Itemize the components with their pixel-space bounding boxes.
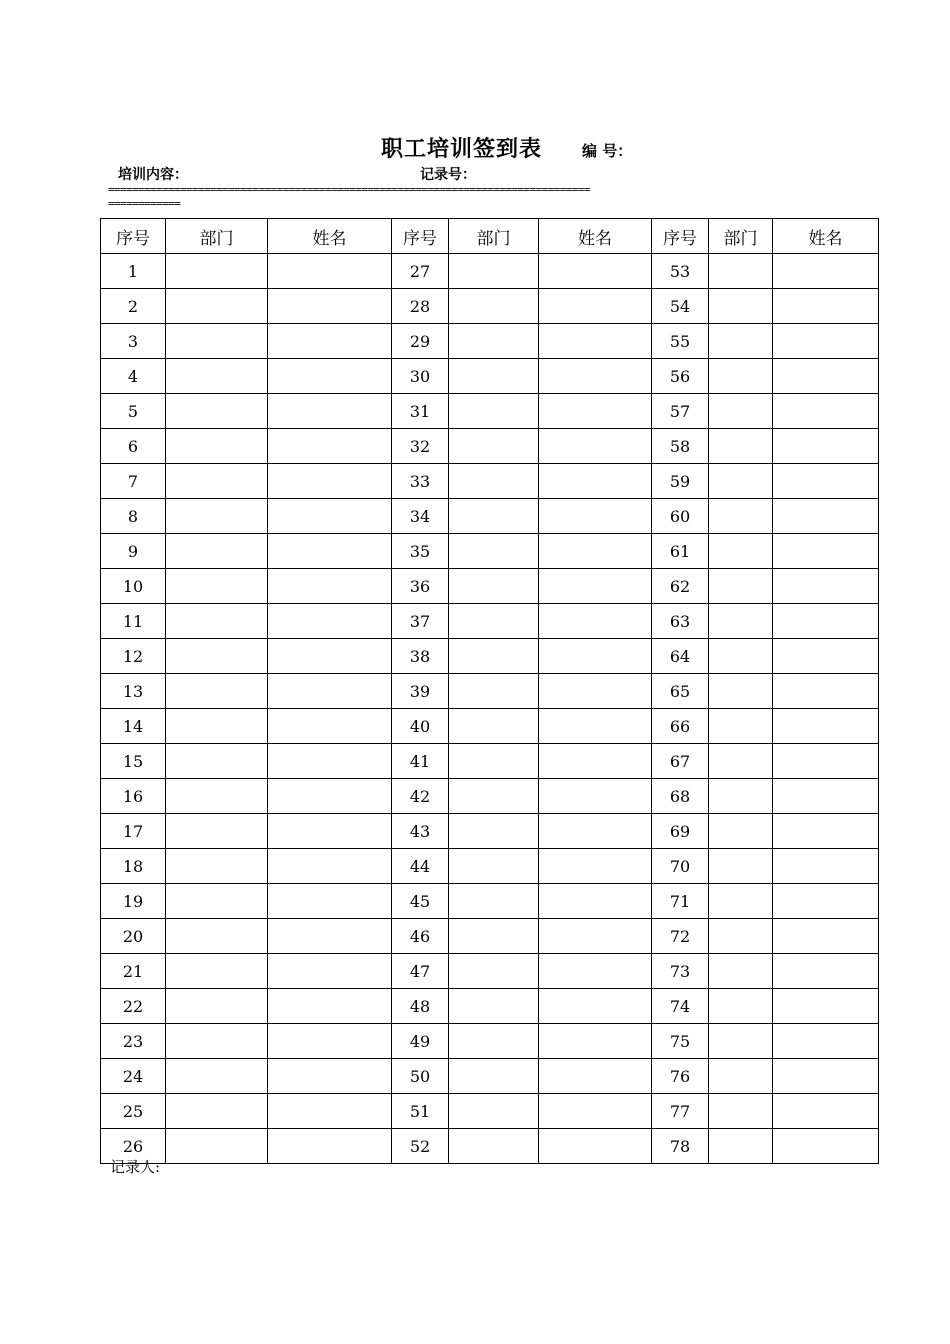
department-cell[interactable]	[166, 499, 268, 534]
department-cell[interactable]	[166, 919, 268, 954]
table-row	[101, 989, 879, 1024]
header-name: 姓名	[773, 219, 879, 254]
seq-cell: 23	[101, 1024, 166, 1059]
name-cell[interactable]	[268, 744, 392, 779]
seq-cell: 71	[652, 884, 709, 919]
department-cell[interactable]	[449, 744, 539, 779]
name-cell[interactable]	[539, 534, 652, 569]
name-cell[interactable]	[539, 1024, 652, 1059]
training-content-label: 培训内容：	[118, 167, 188, 183]
name-cell[interactable]	[268, 604, 392, 639]
name-cell[interactable]	[268, 709, 392, 744]
seq-cell: 2	[101, 289, 166, 324]
name-cell[interactable]	[268, 1059, 392, 1094]
seq-cell: 10	[101, 569, 166, 604]
name-cell[interactable]	[268, 359, 392, 394]
name-cell[interactable]	[773, 814, 879, 849]
table-row	[101, 429, 879, 464]
name-cell[interactable]	[539, 954, 652, 989]
name-cell[interactable]	[539, 254, 652, 289]
department-cell[interactable]	[166, 1094, 268, 1129]
seq-cell: 20	[101, 919, 166, 954]
department-cell[interactable]	[709, 1059, 773, 1094]
seq-cell: 47	[392, 954, 449, 989]
name-cell[interactable]	[773, 464, 879, 499]
name-cell[interactable]	[539, 849, 652, 884]
separator-line: ================================================================================	[108, 183, 590, 196]
name-cell[interactable]	[539, 394, 652, 429]
department-cell[interactable]	[709, 779, 773, 814]
department-cell[interactable]	[709, 1024, 773, 1059]
name-cell[interactable]	[539, 359, 652, 394]
seq-cell: 61	[652, 534, 709, 569]
name-cell[interactable]	[268, 1129, 392, 1164]
table-row	[101, 324, 879, 359]
department-cell[interactable]	[709, 744, 773, 779]
sign-in-table	[100, 218, 879, 1164]
seq-cell: 54	[652, 289, 709, 324]
seq-cell: 16	[101, 779, 166, 814]
department-cell[interactable]	[709, 989, 773, 1024]
name-cell[interactable]	[268, 814, 392, 849]
name-cell[interactable]	[268, 884, 392, 919]
name-cell[interactable]	[268, 674, 392, 709]
header-department: 部门	[166, 219, 268, 254]
table-row	[101, 744, 879, 779]
name-cell[interactable]	[773, 604, 879, 639]
department-cell[interactable]	[709, 674, 773, 709]
header-department: 部门	[709, 219, 773, 254]
name-cell[interactable]	[773, 709, 879, 744]
header-seq: 序号	[652, 219, 709, 254]
seq-cell: 19	[101, 884, 166, 919]
name-cell[interactable]	[539, 744, 652, 779]
name-cell[interactable]	[268, 289, 392, 324]
name-cell[interactable]	[539, 1059, 652, 1094]
department-cell[interactable]	[709, 394, 773, 429]
name-cell[interactable]	[268, 1024, 392, 1059]
name-cell[interactable]	[773, 674, 879, 709]
department-cell[interactable]	[449, 779, 539, 814]
department-cell[interactable]	[449, 254, 539, 289]
department-cell[interactable]	[166, 1129, 268, 1164]
table-row	[101, 254, 879, 289]
table-row	[101, 1059, 879, 1094]
seq-cell: 5	[101, 394, 166, 429]
name-cell[interactable]	[773, 289, 879, 324]
department-cell[interactable]	[166, 359, 268, 394]
name-cell[interactable]	[539, 989, 652, 1024]
name-cell[interactable]	[268, 989, 392, 1024]
table-row	[101, 394, 879, 429]
department-cell[interactable]	[709, 534, 773, 569]
record-no-label: 记录号：	[420, 167, 476, 183]
seq-cell: 58	[652, 429, 709, 464]
table-row	[101, 499, 879, 534]
seq-cell: 37	[392, 604, 449, 639]
name-cell[interactable]	[268, 849, 392, 884]
department-cell[interactable]	[709, 884, 773, 919]
name-cell[interactable]	[773, 1059, 879, 1094]
seq-cell: 15	[101, 744, 166, 779]
department-cell[interactable]	[709, 499, 773, 534]
seq-cell: 48	[392, 989, 449, 1024]
name-cell[interactable]	[268, 324, 392, 359]
seq-cell: 43	[392, 814, 449, 849]
department-cell[interactable]	[449, 604, 539, 639]
header-name: 姓名	[268, 219, 392, 254]
table-row	[101, 1024, 879, 1059]
department-cell[interactable]	[449, 639, 539, 674]
name-cell[interactable]	[268, 639, 392, 674]
name-cell[interactable]	[773, 534, 879, 569]
seq-cell: 41	[392, 744, 449, 779]
name-cell[interactable]	[773, 569, 879, 604]
seq-cell: 78	[652, 1129, 709, 1164]
seq-cell: 62	[652, 569, 709, 604]
name-cell[interactable]	[539, 499, 652, 534]
name-cell[interactable]	[539, 464, 652, 499]
department-cell[interactable]	[166, 1024, 268, 1059]
name-cell[interactable]	[773, 1129, 879, 1164]
seq-cell: 32	[392, 429, 449, 464]
department-cell[interactable]	[709, 954, 773, 989]
name-cell[interactable]	[773, 429, 879, 464]
seq-cell: 8	[101, 499, 166, 534]
table-row	[101, 674, 879, 709]
seq-cell: 50	[392, 1059, 449, 1094]
name-cell[interactable]	[268, 394, 392, 429]
name-cell[interactable]	[773, 989, 879, 1024]
name-cell[interactable]	[268, 954, 392, 989]
seq-cell: 3	[101, 324, 166, 359]
table-header-row	[101, 219, 879, 254]
name-cell[interactable]	[773, 919, 879, 954]
department-cell[interactable]	[449, 569, 539, 604]
name-cell[interactable]	[539, 814, 652, 849]
table-row	[101, 1129, 879, 1164]
department-cell[interactable]	[166, 744, 268, 779]
seq-cell: 21	[101, 954, 166, 989]
seq-cell: 28	[392, 289, 449, 324]
department-cell[interactable]	[449, 1024, 539, 1059]
seq-cell: 35	[392, 534, 449, 569]
name-cell[interactable]	[773, 499, 879, 534]
seq-cell: 30	[392, 359, 449, 394]
name-cell[interactable]	[268, 534, 392, 569]
department-cell[interactable]	[449, 954, 539, 989]
seq-cell: 68	[652, 779, 709, 814]
table-row	[101, 814, 879, 849]
department-cell[interactable]	[709, 464, 773, 499]
department-cell[interactable]	[166, 394, 268, 429]
seq-cell: 33	[392, 464, 449, 499]
department-cell[interactable]	[166, 989, 268, 1024]
department-cell[interactable]	[709, 604, 773, 639]
department-cell[interactable]	[449, 674, 539, 709]
name-cell[interactable]	[539, 604, 652, 639]
seq-cell: 7	[101, 464, 166, 499]
header-department: 部门	[449, 219, 539, 254]
seq-cell: 22	[101, 989, 166, 1024]
seq-cell: 59	[652, 464, 709, 499]
department-cell[interactable]	[449, 534, 539, 569]
recorder-label: 记录人:	[110, 1158, 161, 1176]
seq-cell: 38	[392, 639, 449, 674]
name-cell[interactable]	[773, 359, 879, 394]
name-cell[interactable]	[773, 1024, 879, 1059]
department-cell[interactable]	[709, 289, 773, 324]
seq-cell: 6	[101, 429, 166, 464]
department-cell[interactable]	[709, 1129, 773, 1164]
seq-cell: 18	[101, 849, 166, 884]
seq-cell: 53	[652, 254, 709, 289]
seq-cell: 57	[652, 394, 709, 429]
department-cell[interactable]	[709, 359, 773, 394]
department-cell[interactable]	[709, 814, 773, 849]
seq-cell: 1	[101, 254, 166, 289]
department-cell[interactable]	[166, 884, 268, 919]
name-cell[interactable]	[773, 954, 879, 989]
name-cell[interactable]	[539, 919, 652, 954]
table-body	[101, 219, 879, 1164]
department-cell[interactable]	[709, 639, 773, 674]
seq-cell: 76	[652, 1059, 709, 1094]
department-cell[interactable]	[449, 989, 539, 1024]
department-cell[interactable]	[166, 569, 268, 604]
department-cell[interactable]	[166, 254, 268, 289]
seq-cell: 36	[392, 569, 449, 604]
name-cell[interactable]	[773, 254, 879, 289]
department-cell[interactable]	[166, 709, 268, 744]
seq-cell: 14	[101, 709, 166, 744]
header-seq: 序号	[101, 219, 166, 254]
department-cell[interactable]	[449, 919, 539, 954]
name-cell[interactable]	[539, 639, 652, 674]
seq-cell: 64	[652, 639, 709, 674]
name-cell[interactable]	[268, 499, 392, 534]
name-cell[interactable]	[773, 849, 879, 884]
seq-cell: 45	[392, 884, 449, 919]
page-title: 职工培训签到表	[381, 137, 543, 162]
meta-row	[0, 164, 950, 184]
department-cell[interactable]	[166, 779, 268, 814]
department-cell[interactable]	[166, 954, 268, 989]
name-cell[interactable]	[773, 324, 879, 359]
seq-cell: 27	[392, 254, 449, 289]
seq-cell: 60	[652, 499, 709, 534]
department-cell[interactable]	[166, 464, 268, 499]
name-cell[interactable]	[539, 569, 652, 604]
department-cell[interactable]	[449, 849, 539, 884]
code-label: 编 号：	[582, 142, 633, 160]
table-row	[101, 289, 879, 324]
department-cell[interactable]	[449, 324, 539, 359]
table-row	[101, 359, 879, 394]
department-cell[interactable]	[449, 1094, 539, 1129]
seq-cell: 46	[392, 919, 449, 954]
header-seq: 序号	[392, 219, 449, 254]
table-row	[101, 464, 879, 499]
department-cell[interactable]	[166, 534, 268, 569]
name-cell[interactable]	[539, 429, 652, 464]
table-row	[101, 1094, 879, 1129]
title-row	[0, 128, 950, 168]
name-cell[interactable]	[539, 1094, 652, 1129]
table-row	[101, 534, 879, 569]
department-cell[interactable]	[449, 884, 539, 919]
seq-cell: 56	[652, 359, 709, 394]
seq-cell: 74	[652, 989, 709, 1024]
seq-cell: 39	[392, 674, 449, 709]
department-cell[interactable]	[709, 429, 773, 464]
seq-cell: 51	[392, 1094, 449, 1129]
name-cell[interactable]	[539, 884, 652, 919]
seq-cell: 4	[101, 359, 166, 394]
department-cell[interactable]	[709, 254, 773, 289]
table-row	[101, 604, 879, 639]
table-row	[101, 569, 879, 604]
department-cell[interactable]	[709, 324, 773, 359]
name-cell[interactable]	[539, 1129, 652, 1164]
seq-cell: 44	[392, 849, 449, 884]
name-cell[interactable]	[539, 324, 652, 359]
name-cell[interactable]	[539, 709, 652, 744]
department-cell[interactable]	[449, 1129, 539, 1164]
department-cell[interactable]	[166, 1059, 268, 1094]
department-cell[interactable]	[449, 429, 539, 464]
name-cell[interactable]	[268, 779, 392, 814]
separator-line-continued: ============	[108, 197, 181, 210]
seq-cell: 11	[101, 604, 166, 639]
department-cell[interactable]	[449, 1059, 539, 1094]
name-cell[interactable]	[268, 919, 392, 954]
department-cell[interactable]	[449, 709, 539, 744]
seq-cell: 69	[652, 814, 709, 849]
seq-cell: 29	[392, 324, 449, 359]
seq-cell: 49	[392, 1024, 449, 1059]
department-cell[interactable]	[166, 604, 268, 639]
table-row	[101, 884, 879, 919]
seq-cell: 40	[392, 709, 449, 744]
department-cell[interactable]	[709, 569, 773, 604]
table-row	[101, 919, 879, 954]
seq-cell: 72	[652, 919, 709, 954]
department-cell[interactable]	[449, 394, 539, 429]
name-cell[interactable]	[773, 394, 879, 429]
department-cell[interactable]	[449, 814, 539, 849]
seq-cell: 31	[392, 394, 449, 429]
seq-cell: 55	[652, 324, 709, 359]
seq-cell: 66	[652, 709, 709, 744]
name-cell[interactable]	[268, 1094, 392, 1129]
seq-cell: 70	[652, 849, 709, 884]
name-cell[interactable]	[773, 884, 879, 919]
seq-cell: 77	[652, 1094, 709, 1129]
name-cell[interactable]	[268, 254, 392, 289]
seq-cell: 42	[392, 779, 449, 814]
table-row	[101, 639, 879, 674]
name-cell[interactable]	[773, 1094, 879, 1129]
seq-cell: 75	[652, 1024, 709, 1059]
department-cell[interactable]	[166, 639, 268, 674]
department-cell[interactable]	[449, 289, 539, 324]
seq-cell: 9	[101, 534, 166, 569]
department-cell[interactable]	[449, 499, 539, 534]
name-cell[interactable]	[773, 744, 879, 779]
seq-cell: 26	[101, 1129, 166, 1164]
seq-cell: 67	[652, 744, 709, 779]
department-cell[interactable]	[166, 324, 268, 359]
table-row	[101, 779, 879, 814]
department-cell[interactable]	[166, 289, 268, 324]
header-name: 姓名	[539, 219, 652, 254]
seq-cell: 34	[392, 499, 449, 534]
department-cell[interactable]	[166, 429, 268, 464]
department-cell[interactable]	[709, 1094, 773, 1129]
name-cell[interactable]	[539, 779, 652, 814]
seq-cell: 12	[101, 639, 166, 674]
department-cell[interactable]	[709, 919, 773, 954]
name-cell[interactable]	[539, 289, 652, 324]
seq-cell: 17	[101, 814, 166, 849]
table-row	[101, 709, 879, 744]
department-cell[interactable]	[709, 709, 773, 744]
name-cell[interactable]	[539, 674, 652, 709]
seq-cell: 25	[101, 1094, 166, 1129]
department-cell[interactable]	[166, 674, 268, 709]
department-cell[interactable]	[166, 849, 268, 884]
seq-cell: 65	[652, 674, 709, 709]
name-cell[interactable]	[773, 639, 879, 674]
seq-cell: 73	[652, 954, 709, 989]
department-cell[interactable]	[166, 814, 268, 849]
department-cell[interactable]	[709, 849, 773, 884]
table-row	[101, 954, 879, 989]
table-row	[101, 849, 879, 884]
name-cell[interactable]	[268, 464, 392, 499]
name-cell[interactable]	[268, 429, 392, 464]
seq-cell: 52	[392, 1129, 449, 1164]
seq-cell: 24	[101, 1059, 166, 1094]
department-cell[interactable]	[449, 359, 539, 394]
seq-cell: 63	[652, 604, 709, 639]
name-cell[interactable]	[773, 779, 879, 814]
department-cell[interactable]	[449, 464, 539, 499]
name-cell[interactable]	[268, 569, 392, 604]
seq-cell: 13	[101, 674, 166, 709]
